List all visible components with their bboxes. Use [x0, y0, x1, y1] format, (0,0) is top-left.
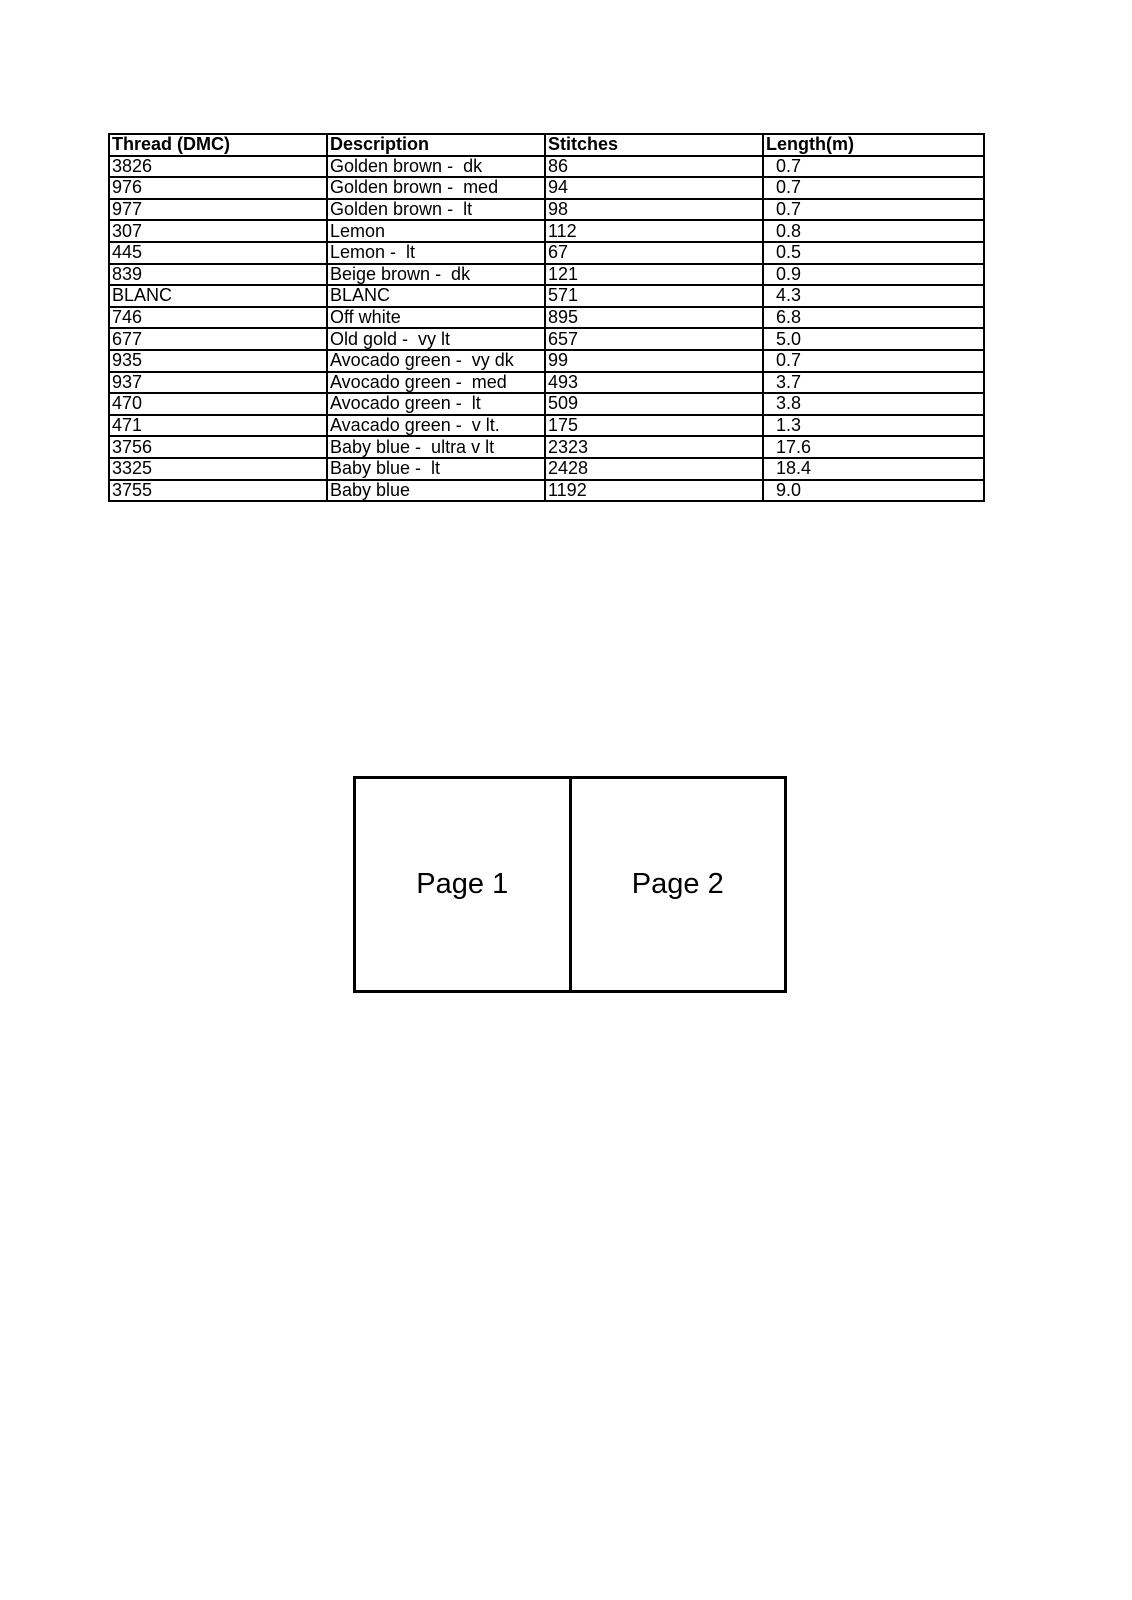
description-cell: Off white: [327, 307, 545, 329]
thread-cell: 3325: [109, 458, 327, 480]
thread-cell: 3756: [109, 436, 327, 458]
stitches-cell: 493: [545, 372, 763, 394]
description-cell: Avocado green - vy dk: [327, 350, 545, 372]
stitches-cell: 121: [545, 264, 763, 286]
header-stitches: Stitches: [545, 134, 763, 156]
page-layout-diagram: [353, 776, 787, 993]
thread-cell: 976: [109, 177, 327, 199]
stitches-cell: 2323: [545, 436, 763, 458]
stitches-cell: 175: [545, 415, 763, 437]
description-cell: Golden brown - dk: [327, 156, 545, 178]
header-row: [109, 134, 984, 156]
thread-cell: 3826: [109, 156, 327, 178]
table-row: [109, 350, 984, 372]
description-cell: Avacado green - v lt.: [327, 415, 545, 437]
stitches-cell: 571: [545, 285, 763, 307]
thread-cell: BLANC: [109, 285, 327, 307]
stitches-cell: 99: [545, 350, 763, 372]
stitches-cell: 98: [545, 199, 763, 221]
stitches-cell: 112: [545, 220, 763, 242]
description-cell: Lemon: [327, 220, 545, 242]
thread-cell: 677: [109, 328, 327, 350]
table-row: [109, 199, 984, 221]
thread-cell: 935: [109, 350, 327, 372]
stitches-cell: 94: [545, 177, 763, 199]
stitches-cell: 2428: [545, 458, 763, 480]
table-row: [109, 264, 984, 286]
table-row: [109, 372, 984, 394]
stitches-cell: 509: [545, 393, 763, 415]
header-thread: Thread (DMC): [109, 134, 327, 156]
table-row: [109, 393, 984, 415]
length-cell: 0.7: [763, 177, 984, 199]
thread-cell: 977: [109, 199, 327, 221]
length-cell: 0.9: [763, 264, 984, 286]
table-row: [109, 285, 984, 307]
table-row: [109, 415, 984, 437]
length-cell: 6.8: [763, 307, 984, 329]
length-cell: 18.4: [763, 458, 984, 480]
page-1-box: [356, 779, 569, 990]
thread-cell: 445: [109, 242, 327, 264]
stitches-cell: 67: [545, 242, 763, 264]
table-row: [109, 307, 984, 329]
stitches-cell: 657: [545, 328, 763, 350]
header-description: Description: [327, 134, 545, 156]
description-cell: Golden brown - med: [327, 177, 545, 199]
description-cell: Lemon - lt: [327, 242, 545, 264]
length-cell: 0.8: [763, 220, 984, 242]
table-row: [109, 242, 984, 264]
description-cell: Baby blue - ultra v lt: [327, 436, 545, 458]
length-cell: 3.7: [763, 372, 984, 394]
thread-cell: 937: [109, 372, 327, 394]
header-length: Length(m): [763, 134, 984, 156]
length-cell: 4.3: [763, 285, 984, 307]
length-cell: 0.7: [763, 156, 984, 178]
length-cell: 5.0: [763, 328, 984, 350]
table-row: [109, 328, 984, 350]
description-cell: BLANC: [327, 285, 545, 307]
length-cell: 3.8: [763, 393, 984, 415]
table-row: [109, 436, 984, 458]
table-row: [109, 458, 984, 480]
page-2-label: Page 2: [631, 868, 724, 900]
table-row: [109, 480, 984, 502]
length-cell: 0.7: [763, 350, 984, 372]
thread-table: [108, 133, 985, 502]
table-header: [109, 134, 984, 156]
description-cell: Avocado green - med: [327, 372, 545, 394]
description-cell: Old gold - vy lt: [327, 328, 545, 350]
thread-cell: 470: [109, 393, 327, 415]
length-cell: 0.5: [763, 242, 984, 264]
page-1-label: Page 1: [416, 868, 509, 900]
description-cell: Avocado green - lt: [327, 393, 545, 415]
description-cell: Golden brown - lt: [327, 199, 545, 221]
page-2-box: [569, 779, 785, 990]
thread-cell: 839: [109, 264, 327, 286]
stitches-cell: 86: [545, 156, 763, 178]
description-cell: Baby blue: [327, 480, 545, 502]
table-row: [109, 177, 984, 199]
length-cell: 0.7: [763, 199, 984, 221]
stitches-cell: 1192: [545, 480, 763, 502]
description-cell: Beige brown - dk: [327, 264, 545, 286]
table-row: [109, 156, 984, 178]
length-cell: 17.6: [763, 436, 984, 458]
length-cell: 9.0: [763, 480, 984, 502]
table-body: [109, 156, 984, 502]
stitches-cell: 895: [545, 307, 763, 329]
thread-cell: 307: [109, 220, 327, 242]
thread-cell: 3755: [109, 480, 327, 502]
length-cell: 1.3: [763, 415, 984, 437]
description-cell: Baby blue - lt: [327, 458, 545, 480]
table-row: [109, 220, 984, 242]
thread-cell: 471: [109, 415, 327, 437]
thread-cell: 746: [109, 307, 327, 329]
